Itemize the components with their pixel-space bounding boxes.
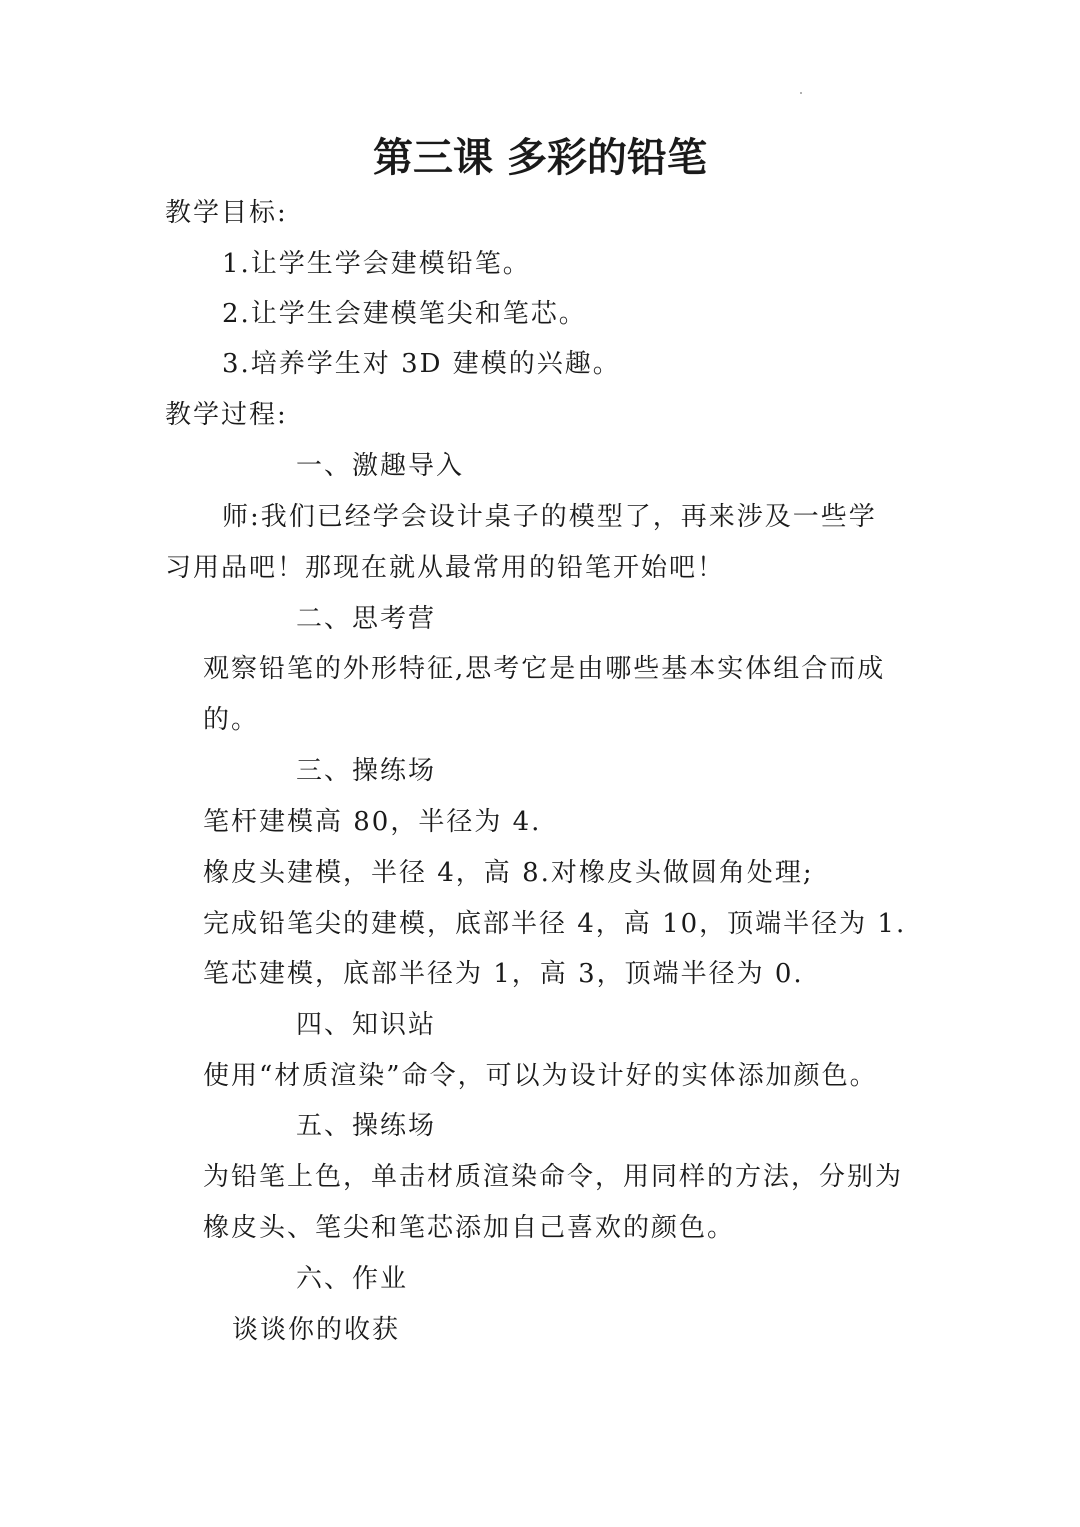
section-heading-1: 一、激趣导入 — [296, 451, 465, 481]
section-6-line-1: 谈谈你的收获 — [232, 1315, 401, 1345]
objectives-heading: 教学目标: — [165, 198, 288, 228]
objective-item-1: 1.让学生学会建模铅笔。 — [222, 249, 531, 279]
section-3-line-2: 橡皮头建模，半径 4，高 8.对橡皮头做圆角处理; — [203, 858, 814, 888]
scan-speck — [800, 92, 802, 94]
section-3-line-4: 笔芯建模，底部半径为 1，高 3，顶端半径为 0. — [203, 959, 804, 989]
objective-item-3: 3.培养学生对 3D 建模的兴趣。 — [222, 349, 621, 379]
section-4-line-1: 使用“材质渲染”命令，可以为设计好的实体添加颜色。 — [203, 1061, 878, 1091]
section-1-line-1: 师:我们已经学会设计桌子的模型了，再来涉及一些学 — [222, 502, 877, 532]
section-heading-2: 二、思考营 — [296, 604, 437, 634]
section-heading-3: 三、操练场 — [296, 756, 437, 786]
section-3-line-1: 笔杆建模高 80，半径为 4. — [203, 807, 542, 837]
section-2-line-1: 观察铅笔的外形特征,思考它是由哪些基本实体组合而成 — [203, 654, 886, 684]
section-3-line-3: 完成铅笔尖的建模，底部半径 4，高 10，顶端半径为 1. — [203, 909, 907, 939]
section-2-line-2: 的。 — [203, 705, 260, 735]
objective-item-2: 2.让学生会建模笔尖和笔芯。 — [222, 299, 587, 329]
document-title: 第三课 多彩的铅笔 — [373, 135, 707, 181]
section-1-line-2: 习用品吧！那现在就从最常用的铅笔开始吧！ — [165, 553, 726, 583]
section-heading-6: 六、作业 — [296, 1264, 409, 1294]
process-heading: 教学过程: — [165, 400, 288, 430]
section-heading-5: 五、操练场 — [296, 1111, 437, 1141]
section-5-line-2: 橡皮头、笔尖和笔芯添加自己喜欢的颜色。 — [203, 1213, 736, 1243]
section-5-line-1: 为铅笔上色，单击材质渲染命令，用同样的方法，分别为 — [203, 1162, 904, 1192]
section-heading-4: 四、知识站 — [296, 1010, 437, 1040]
